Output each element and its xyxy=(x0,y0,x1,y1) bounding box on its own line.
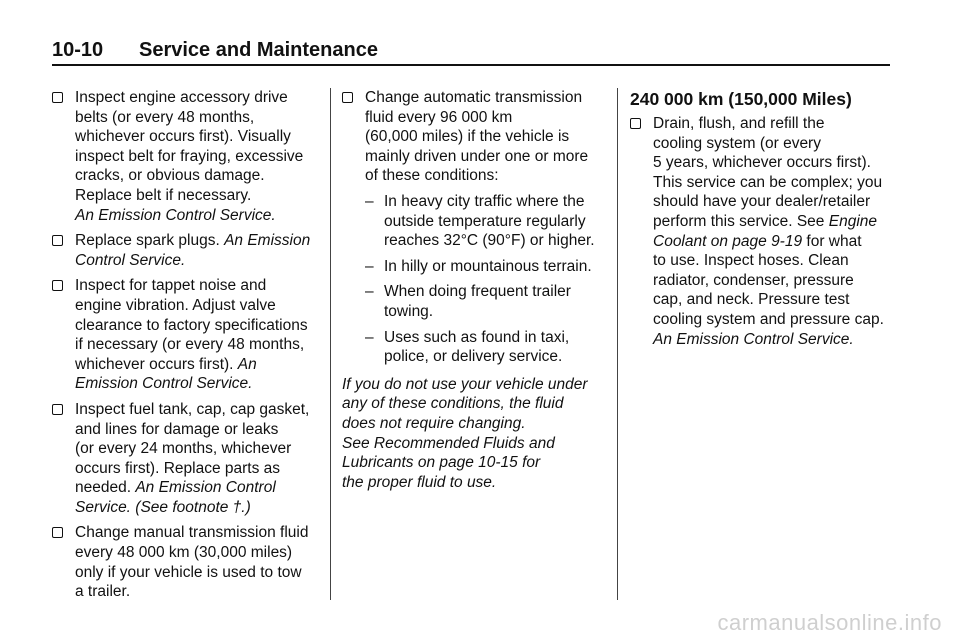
text-line: Uses such as found in taxi, xyxy=(384,328,570,346)
text-line: outside temperature regularly xyxy=(384,212,586,230)
cross-reference: Control Service. xyxy=(75,251,186,269)
cross-reference: An Emission Control Service. xyxy=(653,330,854,348)
text-line: (or every 24 months, whichever xyxy=(75,440,292,458)
cross-reference: An xyxy=(237,355,257,373)
text-line: Inspect engine accessory drive xyxy=(75,89,288,106)
checkbox-icon xyxy=(52,92,63,103)
column-1 xyxy=(52,88,322,608)
text-line: and lines for damage or leaks xyxy=(75,420,279,438)
text-line: Inspect for tappet noise and xyxy=(75,277,267,295)
text-line: This service can be complex; you xyxy=(653,173,883,191)
text-span: Replace spark plugs. xyxy=(75,232,225,250)
column-2 xyxy=(342,88,608,492)
condition-item xyxy=(342,192,608,251)
checklist-item xyxy=(342,88,608,186)
text-line: does not require changing. xyxy=(342,414,526,432)
condition-item xyxy=(342,282,608,321)
page-number: 10-10 xyxy=(52,39,104,61)
text-line: Change manual transmission fluid xyxy=(75,524,309,542)
interval-heading: 240 000 km (150,000 Miles) xyxy=(630,89,852,109)
text-line: Drain, flush, and refill the xyxy=(653,115,825,132)
text-line: Inspect fuel tank, cap, cap gasket, xyxy=(75,400,310,418)
text-line: If you do not use your vehicle under xyxy=(342,375,588,393)
text-line: the proper fluid to use. xyxy=(342,473,497,491)
text-line: of these conditions: xyxy=(365,167,499,185)
text-line: police, or delivery service. xyxy=(384,348,563,366)
dash-bullet: – xyxy=(365,257,374,275)
text-line: mainly driven under one or more xyxy=(365,147,589,165)
checklist-item xyxy=(52,88,322,225)
section-title: Service and Maintenance xyxy=(139,39,378,61)
checklist-item xyxy=(52,276,322,394)
column-divider xyxy=(330,88,331,600)
checklist-item xyxy=(52,231,322,270)
text-line: every 48 000 km (30,000 miles) xyxy=(75,544,293,562)
text-line: In heavy city traffic where the xyxy=(384,192,585,210)
text-line: (60,000 miles) if the vehicle is xyxy=(365,128,570,146)
checkbox-icon xyxy=(52,527,63,538)
text-line: if necessary (or every 48 months, xyxy=(75,336,305,354)
text-line: When doing frequent trailer xyxy=(384,283,571,301)
cross-reference: An Emission Control xyxy=(135,479,276,497)
text-line: engine vibration. Adjust valve xyxy=(75,296,276,314)
text-line: cooling system and pressure cap. xyxy=(653,310,884,328)
text-line: Change automatic transmission xyxy=(365,89,583,106)
text-line: to use. Inspect hoses. Clean xyxy=(653,252,849,270)
text-line: fluid every 96 000 km xyxy=(365,108,513,126)
text-line: Lubricants on page 10-15 for xyxy=(342,454,541,472)
cross-reference: Emission Control Service. xyxy=(75,375,253,393)
page-header xyxy=(52,36,890,66)
text-span: perform this service. See xyxy=(653,212,829,230)
text-line: inspect belt for fraying, excessive xyxy=(75,147,304,165)
text-line: cracks, or obvious damage. xyxy=(75,167,265,185)
checkbox-icon xyxy=(52,235,63,246)
column-3 xyxy=(630,88,892,355)
cross-reference: Coolant on page 9-19 xyxy=(653,232,803,250)
italic-note xyxy=(342,375,608,493)
text-span: whichever occurs first). xyxy=(75,355,238,373)
condition-item xyxy=(342,257,608,277)
cross-reference: Engine xyxy=(828,212,877,230)
text-line: cooling system (or every xyxy=(653,134,821,152)
text-span: for what xyxy=(802,232,862,250)
text-line: radiator, condenser, pressure xyxy=(653,271,854,289)
text-line: towing. xyxy=(384,302,434,320)
checklist-item xyxy=(630,114,892,349)
cross-reference: Service. (See footnote †.) xyxy=(75,498,251,516)
text-line: only if your vehicle is used to tow xyxy=(75,563,302,581)
text-line: clearance to factory specifications xyxy=(75,316,308,334)
column-divider xyxy=(617,88,618,600)
text-line: belts (or every 48 months, xyxy=(75,108,255,126)
dash-bullet: – xyxy=(365,283,374,301)
cross-reference: An Emission xyxy=(224,232,311,250)
watermark: carmanualsonline.info xyxy=(717,610,942,635)
text-line: Replace belt if necessary. xyxy=(75,186,252,204)
cross-reference: An Emission Control Service. xyxy=(75,206,276,224)
text-line: a trailer. xyxy=(75,583,131,601)
checklist-item xyxy=(52,400,322,518)
text-line: occurs first). Replace parts as xyxy=(75,459,281,477)
text-line: In hilly or mountainous terrain. xyxy=(384,257,592,275)
text-line: any of these conditions, the fluid xyxy=(342,395,564,413)
checkbox-icon xyxy=(630,118,641,129)
condition-item xyxy=(342,328,608,367)
dash-bullet: – xyxy=(365,192,374,210)
text-line: 5 years, whichever occurs first). xyxy=(653,154,871,172)
text-line: reaches 32°C (90°F) or higher. xyxy=(384,232,595,250)
text-line: should have your dealer/retailer xyxy=(653,193,871,211)
text-line: See Recommended Fluids and xyxy=(342,434,555,452)
checkbox-icon xyxy=(342,92,353,103)
text-line: cap, and neck. Pressure test xyxy=(653,291,850,309)
checkbox-icon xyxy=(52,404,63,415)
checklist-item xyxy=(52,523,322,601)
text-span: needed. xyxy=(75,479,136,497)
dash-bullet: – xyxy=(365,328,374,346)
checkbox-icon xyxy=(52,280,63,291)
text-line: whichever occurs first). Visually xyxy=(75,128,291,146)
